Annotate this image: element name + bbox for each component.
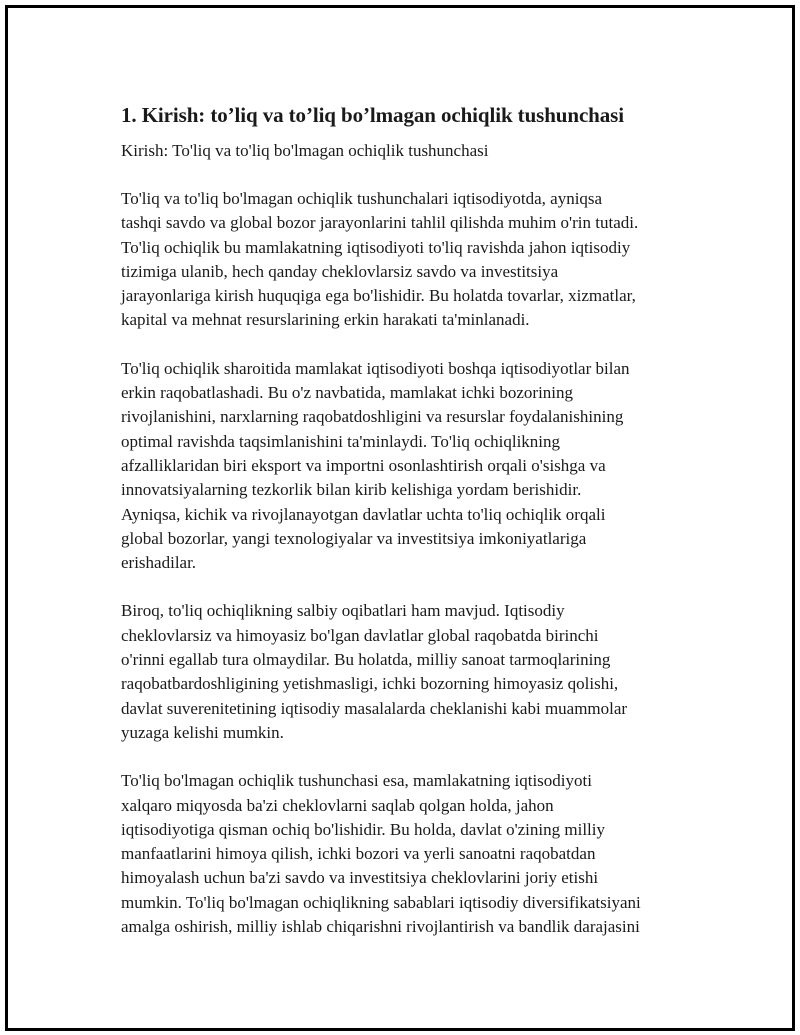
paragraph-3 [121,599,701,745]
text-line: Biroq, to'liq ochiqlikning salbiy oqibatlari ham mavjud. Iqtisodiy [121,601,565,621]
text-line: global bozorlar, yangi texnologiyalar va investitsiya imkoniyatlariga [121,528,587,548]
text-line: raqobatbardoshligining yetishmasligi, ichki bozorning himoyasiz qolishi, [121,674,619,694]
text-line: davlat suverenitetining iqtisodiy masalalarda cheklanishi kabi muammolar [121,698,628,718]
document-body [121,101,701,939]
section-subtitle: Kirish: To'liq va to'liq bo'lmagan ochiqlik tushunchasi [121,141,489,160]
text-line: cheklovlarsiz va himoyasiz bo'lgan davlatlar global raqobatda birinchi [121,625,599,645]
text-line: To'liq ochiqlik sharoitida mamlakat iqtisodiyoti boshqa iqtisodiyotlar bilan [121,358,630,378]
text-line: himoyalash uchun ba'zi savdo va investitsiya cheklovlarini joriy etishi [121,868,599,888]
text-line: amalga oshirish, milliy ishlab chiqarishni rivojlantirish va bandlik darajasini [121,917,640,937]
text-line: To'liq ochiqlik bu mamlakatning iqtisodiyoti to'liq ravishda jahon iqtisodiy [121,237,631,257]
page-frame [5,5,795,1031]
text-line: jarayonlariga kirish huquqiga ega bo'lishidir. Bu holatda tovarlar, xizmatlar, [121,286,636,306]
text-line: To'liq va to'liq bo'lmagan ochiqlik tushunchalari iqtisodiyotda, ayniqsa [121,189,603,208]
text-line: manfaatlarini himoya qilish, ichki bozori va yerli sanoatni raqobatdan [121,844,596,864]
text-line: Ayniqsa, kichik va rivojlanayotgan davlatlar uchta to'liq ochiqlik orqali [121,504,606,524]
text-line: kapital va mehnat resurslarining erkin harakati ta'minlanadi. [121,310,530,330]
text-line: tashqi savdo va global bozor jarayonlarini tahlil qilishda muhim o'rin tutadi. [121,213,639,233]
text-line: To'liq bo'lmagan ochiqlik tushunchasi esa, mamlakatning iqtisodiyoti [121,771,592,791]
section-heading: 1. Kirish: to’liq va to’liq bo’lmagan ochiqlik tushunchasi [121,103,624,127]
text-line: optimal ravishda taqsimlanishini ta'minlaydi. To'liq ochiqlikning [121,431,561,451]
text-line: rivojlanishini, narxlarning raqobatdoshligini va resurslar foydalanishining [121,407,624,427]
text-line: o'rinni egallab tura olmaydilar. Bu holatda, milliy sanoat tarmoqlarining [121,650,611,670]
text-line: yuzaga kelishi mumkin. [121,722,284,742]
text-line: erkin raqobatlashadi. Bu o'z navbatida, mamlakat ichki bozorining [121,383,574,403]
text-line: innovatsiyalarning tezkorlik bilan kirib kelishiga yordam berishidir. [121,480,582,500]
paragraph-4 [121,769,701,939]
text-line: erishadilar. [121,553,197,573]
paragraph-1 [121,187,701,333]
text-line: iqtisodiyotiga qisman ochiq bo'lishidir. Bu holda, davlat o'zining milliy [121,819,605,839]
text-line: mumkin. To'liq bo'lmagan ochiqlikning sabablari iqtisodiy diversifikatsiyani [121,892,641,912]
text-line: xalqaro miqyosda ba'zi cheklovlarni saqlab qolgan holda, jahon [121,795,554,815]
paragraph-2 [121,357,701,576]
text-line: tizimiga ulanib, hech qanday cheklovlarsiz savdo va investitsiya [121,261,559,281]
text-line: afzalliklaridan biri eksport va importni osonlashtirish orqali o'sishga va [121,455,606,475]
